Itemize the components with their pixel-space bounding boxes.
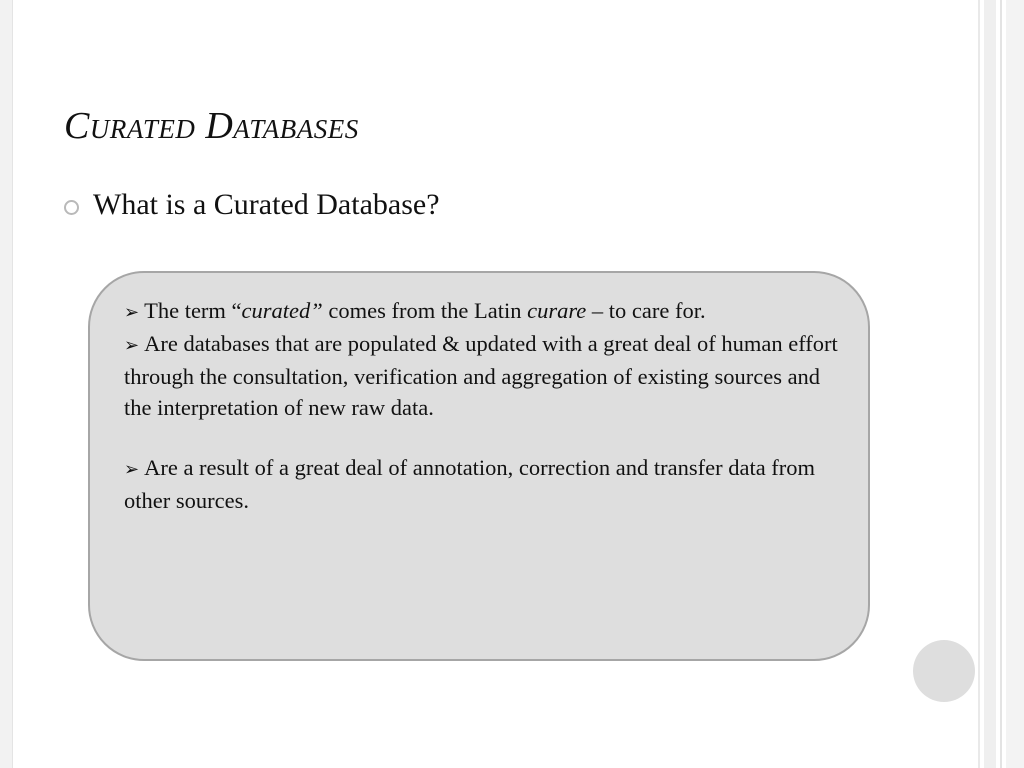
decorative-circle — [913, 640, 975, 702]
callout-term-curare: curare — [527, 298, 587, 323]
right-stripe — [978, 0, 980, 768]
left-edge-stripe — [0, 0, 13, 768]
main-bullet-text: What is a Curated Database? — [93, 188, 440, 221]
definition-callout-box — [88, 271, 870, 661]
callout-item-annotation — [124, 452, 838, 516]
slide-title: Curated Databases — [64, 105, 359, 147]
right-stripe — [1000, 0, 1002, 768]
callout-term-curated: curated” — [241, 298, 323, 323]
right-stripe — [1006, 0, 1024, 768]
callout-text: comes from the Latin — [322, 298, 528, 323]
main-bullet — [64, 188, 440, 222]
right-stripe — [984, 0, 996, 768]
arrowhead-bullet-icon: ➢ — [124, 459, 140, 479]
callout-item-human-effort — [124, 328, 838, 423]
ring-bullet-icon — [64, 200, 79, 215]
callout-text: Are databases that are populated & updated with a great deal of human effort through the consultation, verification and aggregation of existing sources and the interpretation of new raw data. — [124, 331, 838, 420]
callout-item-latin-origin — [124, 295, 838, 328]
callout-text: Are a result of a great deal of annotation, correction and transfer data from other sources. — [124, 455, 816, 513]
right-decorative-band — [978, 0, 1024, 768]
arrowhead-bullet-icon: ➢ — [124, 302, 140, 322]
arrowhead-bullet-icon: ➢ — [124, 335, 140, 355]
callout-text: The term “ — [144, 298, 242, 323]
callout-text: – to care for. — [586, 298, 706, 323]
